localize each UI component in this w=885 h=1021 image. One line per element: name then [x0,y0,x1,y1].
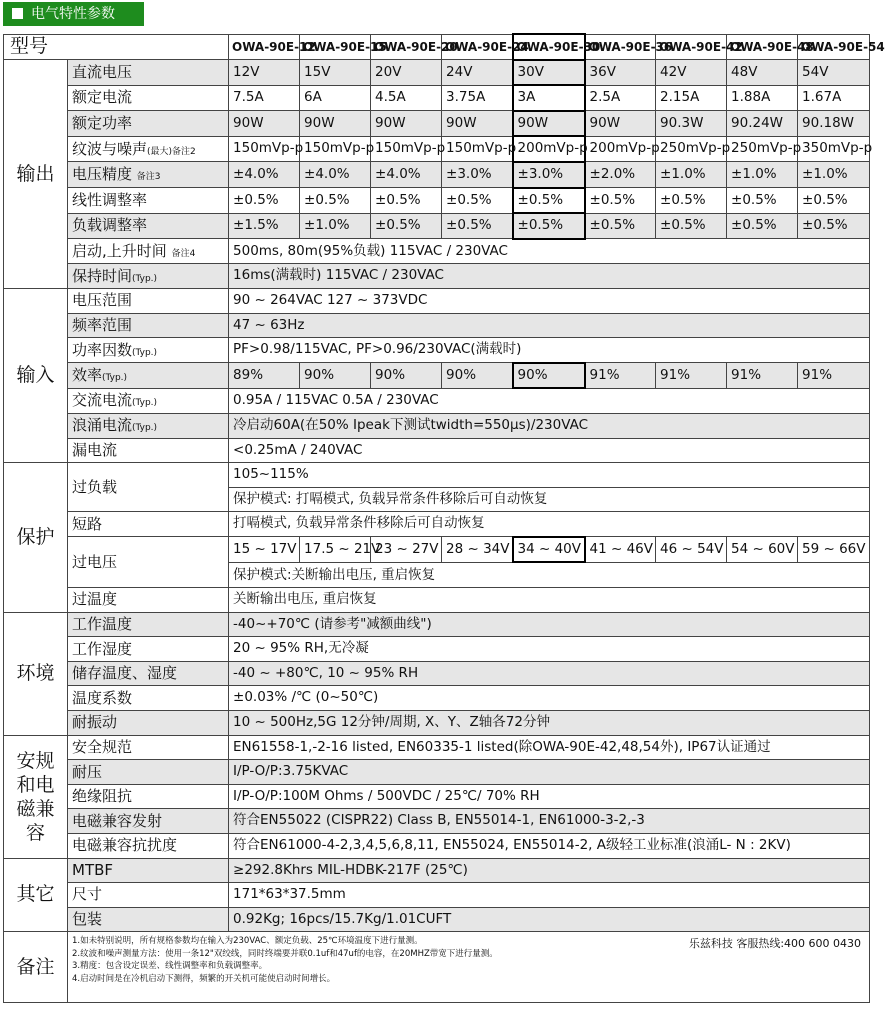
value-cell: ±0.5% [585,188,656,214]
value-cell: ±1.0% [656,162,727,188]
label-text: 浪涌电流 [72,416,133,435]
row-ripple [4,136,870,162]
row-label: MTBF [68,858,229,883]
value-cell: 36V [585,60,656,86]
value-cell: ±0.5% [727,188,798,214]
value-cell: 2.5A [585,85,656,111]
row-hold [4,264,870,289]
value-cell: 350mVp-p [798,136,870,162]
row-notes [4,932,870,1003]
model-cell-selected: OWA-90E-30 [513,34,585,60]
row-label: 漏电流 [68,438,229,463]
value-cell: 46 ~ 54V [656,537,727,563]
note-line: 1.如未特别说明，所有规格参数均在输入为230VAC、额定负载、25℃环境温度下进行量测。 [72,936,423,947]
row-rated-current [4,85,870,111]
value-cell: 150mVp-p [229,136,300,162]
row-overload-1 [4,463,870,488]
value-cell-selected: 200mVp-p [513,136,585,162]
value-cell: 23 ~ 27V [371,537,442,563]
model-cell: OWA-90E-36 [585,34,656,60]
value-cell: 90.18W [798,111,870,137]
row-label: 工作温度 [68,612,229,637]
value-cell: 1.67A [798,85,870,111]
value-cell: ±0.5% [585,213,656,239]
value-cell: ±2.0% [585,162,656,188]
value-cell: ±1.0% [727,162,798,188]
value-cell-wide: 105~115% [229,463,870,488]
row-label: 安全规范 [68,735,229,760]
value-cell: ±0.5% [229,188,300,214]
value-cell-wide: 0.95A / 115VAC 0.5A / 230VAC [229,388,870,413]
spec-table [3,33,885,1003]
value-cell: ±4.0% [300,162,371,188]
model-cell: OWA-90E-12 [229,34,300,60]
value-cell: 54 ~ 60V [727,537,798,563]
value-cell: 15 ~ 17V [229,537,300,563]
section-environment: 环境 [4,612,68,735]
value-cell-wide: 10 ~ 500Hz,5G 12分钟/周期, X、Y、Z轴各72分钟 [229,711,870,736]
model-row [4,34,870,60]
label-text: 保持时间 [72,266,133,285]
value-cell-wide: 关断输出电压, 重启恢复 [229,588,870,613]
value-cell-selected: ±3.0% [513,162,585,188]
value-cell-wide: 符合EN55022 (CISPR22) Class B, EN55014-1, EN61000-3-2,-3 [229,809,870,834]
row-size [4,883,870,908]
value-cell: 90.3W [656,111,727,137]
row-label: 线性调整率 [68,188,229,214]
row-temp-coeff [4,686,870,711]
value-cell-wide: EN61558-1,-2-16 listed, EN60335-1 listed(除OWA-90E-42,48,54外), IP67认证通过 [229,735,870,760]
model-cell: OWA-90E-24 [442,34,513,60]
value-cell: 150mVp-p [371,136,442,162]
row-label: 负载调整率 [68,213,229,239]
label-note: 备注3 [136,172,161,183]
row-label: 频率范围 [68,313,229,338]
label-tag: (Typ.) [102,373,128,384]
section-input: 输入 [4,288,68,462]
label-note: 备注4 [171,248,196,259]
row-leakage [4,438,870,463]
section-header [3,2,144,26]
value-cell-wide: 16ms(满载时) 115VAC / 230VAC [229,264,870,289]
row-label: 电压范围 [68,288,229,313]
value-cell-selected: 90W [513,111,585,137]
row-voltage-range [4,288,870,313]
value-cell: ±0.5% [300,188,371,214]
row-frequency [4,313,870,338]
value-cell: 91% [656,363,727,389]
value-cell-wide: -40 ~ +80℃, 10 ~ 95% RH [229,661,870,686]
row-overvoltage-1 [4,537,870,563]
row-emc-emission [4,809,870,834]
value-cell-wide: <0.25mA / 240VAC [229,438,870,463]
value-cell-wide: 保护模式:关断输出电压, 重启恢复 [229,562,870,587]
section-header-title: 电气特性参数 [31,6,115,22]
value-cell: 1.88A [727,85,798,111]
row-label: 短路 [68,512,229,537]
row-work-temp [4,612,870,637]
row-isolation [4,784,870,809]
row-label: 温度系数 [68,686,229,711]
value-cell-wide: I/P-O/P:3.75KVAC [229,760,870,785]
value-cell: ±1.0% [798,162,870,188]
value-cell-wide: 打嗝模式, 负载异常条件移除后可自动恢复 [229,512,870,537]
row-line-regulation [4,188,870,214]
label-text: 效率 [72,366,103,385]
row-label: 电磁兼容发射 [68,809,229,834]
value-cell: 17.5 ~ 21V [300,537,371,563]
row-label [68,363,229,389]
value-cell-wide: 冷启动60A(在50% Ipeak下测试twidth=550µs)/230VAC [229,413,870,438]
value-cell: 24V [442,60,513,86]
value-cell: 91% [798,363,870,389]
value-cell: ±0.5% [371,213,442,239]
value-cell: 41 ~ 46V [585,537,656,563]
value-cell: 89% [229,363,300,389]
value-cell-wide: ≥292.8Khrs MIL-HDBK-217F (25℃) [229,858,870,883]
section-other: 其它 [4,858,68,932]
value-cell: 150mVp-p [300,136,371,162]
value-cell: ±0.5% [442,213,513,239]
row-pf [4,338,870,363]
value-cell-wide: 0.92Kg; 16pcs/15.7Kg/1.01CUFT [229,907,870,932]
value-cell: ±0.5% [727,213,798,239]
value-cell-wide: ±0.03% /℃ (0~50℃) [229,686,870,711]
value-cell: ±0.5% [798,213,870,239]
row-withstand [4,760,870,785]
value-cell-wide: 90 ~ 264VAC 127 ~ 373VDC [229,288,870,313]
value-cell-wide: 500ms, 80m(95%负载) 115VAC / 230VAC [229,239,870,264]
row-label [68,162,229,188]
notes-cell [68,932,870,1003]
row-rated-power [4,111,870,137]
value-cell: 90W [585,111,656,137]
value-cell: 28 ~ 34V [442,537,513,563]
value-cell-wide: -40~+70℃ (请参考"减额曲线") [229,612,870,637]
value-cell: 59 ~ 66V [798,537,870,563]
value-cell-selected: ±0.5% [513,188,585,214]
value-cell: ±0.5% [798,188,870,214]
hotline: 乐兹科技 客服热线:400 600 0430 [688,937,862,951]
row-label: 直流电压 [68,60,229,86]
section-notes: 备注 [4,932,68,1003]
value-cell-wide: 20 ~ 95% RH,无冷凝 [229,637,870,662]
value-cell: 12V [229,60,300,86]
value-cell: 7.5A [229,85,300,111]
row-label [68,264,229,289]
label-text: 纹波与噪声 [72,139,148,158]
value-cell: 90W [442,111,513,137]
row-label: 绝缘阻抗 [68,784,229,809]
value-cell: 90% [371,363,442,389]
row-efficiency [4,363,870,389]
label-text: 交流电流 [72,391,133,410]
row-label [68,338,229,363]
model-cell: OWA-90E-20 [371,34,442,60]
value-cell-selected: 30V [513,60,585,86]
value-cell: 250mVp-p [656,136,727,162]
label-text: 功率因数 [72,340,133,359]
value-cell: ±3.0% [442,162,513,188]
model-label: 型号 [4,34,229,60]
row-label: 额定电流 [68,85,229,111]
value-cell: 250mVp-p [727,136,798,162]
value-cell-selected: 34 ~ 40V [513,537,585,563]
value-cell: 150mVp-p [442,136,513,162]
value-cell: ±0.5% [656,213,727,239]
value-cell-selected: 3A [513,85,585,111]
value-cell: ±1.0% [300,213,371,239]
value-cell-selected: 90% [513,363,585,389]
note-line: 4.启动时间是在冷机启动下测得，频繁的开关机可能使启动时间增长。 [72,973,336,984]
value-cell: 6A [300,85,371,111]
square-icon [12,8,23,19]
value-cell-wide: PF>0.98/115VAC, PF>0.96/230VAC(满载时) [229,338,870,363]
label-note: 备注2 [172,146,196,157]
label-tag: (Typ.) [132,273,158,284]
row-dc-voltage [4,60,870,86]
value-cell-wide: 保护模式: 打嗝模式, 负载异常条件移除后可自动恢复 [229,487,870,512]
value-cell: ±1.5% [229,213,300,239]
row-label [68,388,229,413]
row-emc-immunity [4,834,870,859]
value-cell: ±0.5% [371,188,442,214]
row-label: 过负载 [68,463,229,512]
row-overtemp [4,588,870,613]
section-protection: 保护 [4,463,68,613]
label-text: 启动,上升时间 [72,241,167,260]
value-cell: 91% [585,363,656,389]
row-label: 尺寸 [68,883,229,908]
label-text: 电压精度 [72,165,133,184]
row-standards [4,735,870,760]
value-cell: 20V [371,60,442,86]
section-output: 输出 [4,60,68,289]
value-cell-selected: ±0.5% [513,213,585,239]
value-cell-wide: 171*63*37.5mm [229,883,870,908]
row-vibration [4,711,870,736]
section-safety: 安规和电磁兼容 [4,735,68,858]
value-cell: 2.15A [656,85,727,111]
value-cell: 90% [442,363,513,389]
model-cell: OWA-90E-48 [727,34,798,60]
value-cell: 90.24W [727,111,798,137]
value-cell: 54V [798,60,870,86]
row-packing [4,907,870,932]
value-cell-wide: 符合EN61000-4-2,3,4,5,6,8,11, EN55024, EN55014-2, A级轻工业标准(浪涌L- N : 2KV) [229,834,870,859]
value-cell-wide: I/P-O/P:100M Ohms / 500VDC / 25℃/ 70% RH [229,784,870,809]
value-cell: 200mVp-p [585,136,656,162]
value-cell: 3.75A [442,85,513,111]
row-load-regulation [4,213,870,239]
note-line: 3.精度：包含设定误差、线性调整率和负载调整率。 [72,961,268,972]
value-cell: 90W [300,111,371,137]
label-tag: (Typ.) [132,398,158,409]
row-storage [4,661,870,686]
model-cell: OWA-90E-15 [300,34,371,60]
model-cell: OWA-90E-54 [798,34,870,60]
row-label: 额定功率 [68,111,229,137]
value-cell: ±4.0% [229,162,300,188]
row-ac-current [4,388,870,413]
row-short [4,512,870,537]
value-cell: 15V [300,60,371,86]
row-label [68,413,229,438]
row-inrush [4,413,870,438]
row-label [68,239,229,264]
value-cell: 90W [229,111,300,137]
row-mtbf [4,858,870,883]
row-label: 储存温度、湿度 [68,661,229,686]
value-cell: ±4.0% [371,162,442,188]
row-label [68,136,229,162]
row-label: 工作湿度 [68,637,229,662]
note-line: 2.纹波和噪声测量方法：使用一条12"双绞线，同时终端要并联0.1uf和47uf的电容，在20MHZ带宽下进行量测。 [72,948,498,959]
row-work-humidity [4,637,870,662]
model-cell: OWA-90E-42 [656,34,727,60]
row-label: 过温度 [68,588,229,613]
row-label: 电磁兼容抗扰度 [68,834,229,859]
label-tag: (Typ.) [132,423,158,434]
value-cell: ±0.5% [442,188,513,214]
row-label: 耐压 [68,760,229,785]
value-cell: 42V [656,60,727,86]
value-cell: 91% [727,363,798,389]
value-cell: ±0.5% [656,188,727,214]
value-cell: 48V [727,60,798,86]
value-cell: 90% [300,363,371,389]
row-label: 过电压 [68,537,229,588]
row-label: 耐振动 [68,711,229,736]
row-label: 包装 [68,907,229,932]
value-cell: 90W [371,111,442,137]
value-cell-wide: 47 ~ 63Hz [229,313,870,338]
value-cell: 4.5A [371,85,442,111]
row-voltage-accuracy [4,162,870,188]
row-startup [4,239,870,264]
label-tag: (最大) [147,146,173,157]
label-tag: (Typ.) [132,347,158,358]
